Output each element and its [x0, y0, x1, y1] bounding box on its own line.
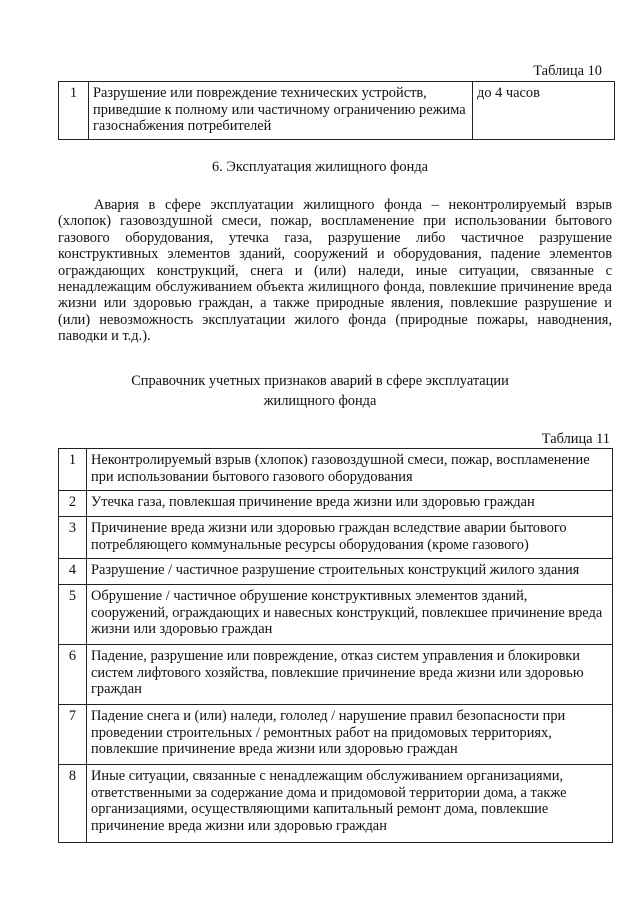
table-row — [59, 449, 613, 491]
row-description: Причинение вреда жизни или здоровью граждан вследствие аварии бытового потребляющего коммунальные ресурсы оборудования (кроме газового) — [87, 517, 613, 559]
row-number: 2 — [59, 491, 87, 517]
row-description: Утечка газа, повлекшая причинение вреда жизни или здоровью граждан — [87, 491, 613, 517]
table-row — [59, 82, 615, 140]
row-description: Разрушение / частичное разрушение строительных конструкций жилого здания — [87, 559, 613, 585]
table-row — [59, 645, 613, 705]
table-11-caption: Таблица 11 — [541, 431, 610, 447]
table-row — [59, 585, 613, 645]
row-number: 3 — [59, 517, 87, 559]
table-row — [59, 491, 613, 517]
row-description: Падение снега и (или) наледи, гололед / нарушение правил безопасности при проведении строительных / ремонтных работ на придомовых территориях, повлекшие причинение вреда жизни или здоровью граждан — [87, 705, 613, 765]
row-number: 1 — [59, 82, 89, 140]
reference-title-line-1: Справочник учетных признаков аварий в сфере эксплуатации — [131, 373, 509, 389]
row-number: 1 — [59, 449, 87, 491]
row-duration: до 4 часов — [473, 82, 615, 140]
reference-title-line-2: жилищного фонда — [263, 393, 377, 409]
row-number: 8 — [59, 765, 87, 843]
table-row — [59, 559, 613, 585]
row-number: 6 — [59, 645, 87, 705]
table-10 — [58, 81, 615, 140]
row-number: 7 — [59, 705, 87, 765]
row-number: 5 — [59, 585, 87, 645]
table-row — [59, 705, 613, 765]
row-description: Обрушение / частичное обрушение конструктивных элементов зданий, сооружений, ограждающих и навесных конструкций, повлекшее причинение вреда жизни или здоровью граждан — [87, 585, 613, 645]
row-description: Неконтролируемый взрыв (хлопок) газовоздушной смеси, пожар, воспламенение при использовании бытового газового оборудования — [87, 449, 613, 491]
row-number: 4 — [59, 559, 87, 585]
table-row — [59, 765, 613, 843]
table-11 — [58, 448, 613, 843]
row-description: Иные ситуации, связанные с ненадлежащим обслуживанием организациями, ответственными за содержание дома и придомовой территории дома, а также организациями, осуществляющими капитальный ремонт дома, повлекшие причинение вреда жизни или здоровью граждан — [87, 765, 613, 843]
table-row — [59, 517, 613, 559]
section-title: 6. Эксплуатация жилищного фонда — [211, 159, 429, 175]
row-description: Падение, разрушение или повреждение, отказ систем управления и блокировки систем лифтового хозяйства, повлекшие причинение вреда жизни или здоровью граждан — [87, 645, 613, 705]
table-10-caption: Таблица 10 — [533, 63, 602, 79]
row-description: Разрушение или повреждение технических устройств, приведшие к полному или частичному ограничению режима газоснабжения потребителей — [89, 82, 473, 140]
section-paragraph: Авария в сфере эксплуатации жилищного фонда – неконтролируемый взрыв (хлопок) газовоздушной смеси, пожар, воспламенение при использовании бытового газового оборудования, утечка газа, разрушение либо частичное разрушение конструктивных элементов зданий, сооружений и оборудования, падение элементов ограждающих конструкций, снега и (или) наледи, иные ситуации, связанные с ненадлежащим обслуживанием объекта жилищного фонда, повлекшие причинение вреда жизни или здоровью граждан, а также природные явления, повлекшие разрушение и (или) невозможность эксплуатации жилого фонда (природные пожары, наводнения, паводки и т.д.). — [58, 197, 612, 345]
